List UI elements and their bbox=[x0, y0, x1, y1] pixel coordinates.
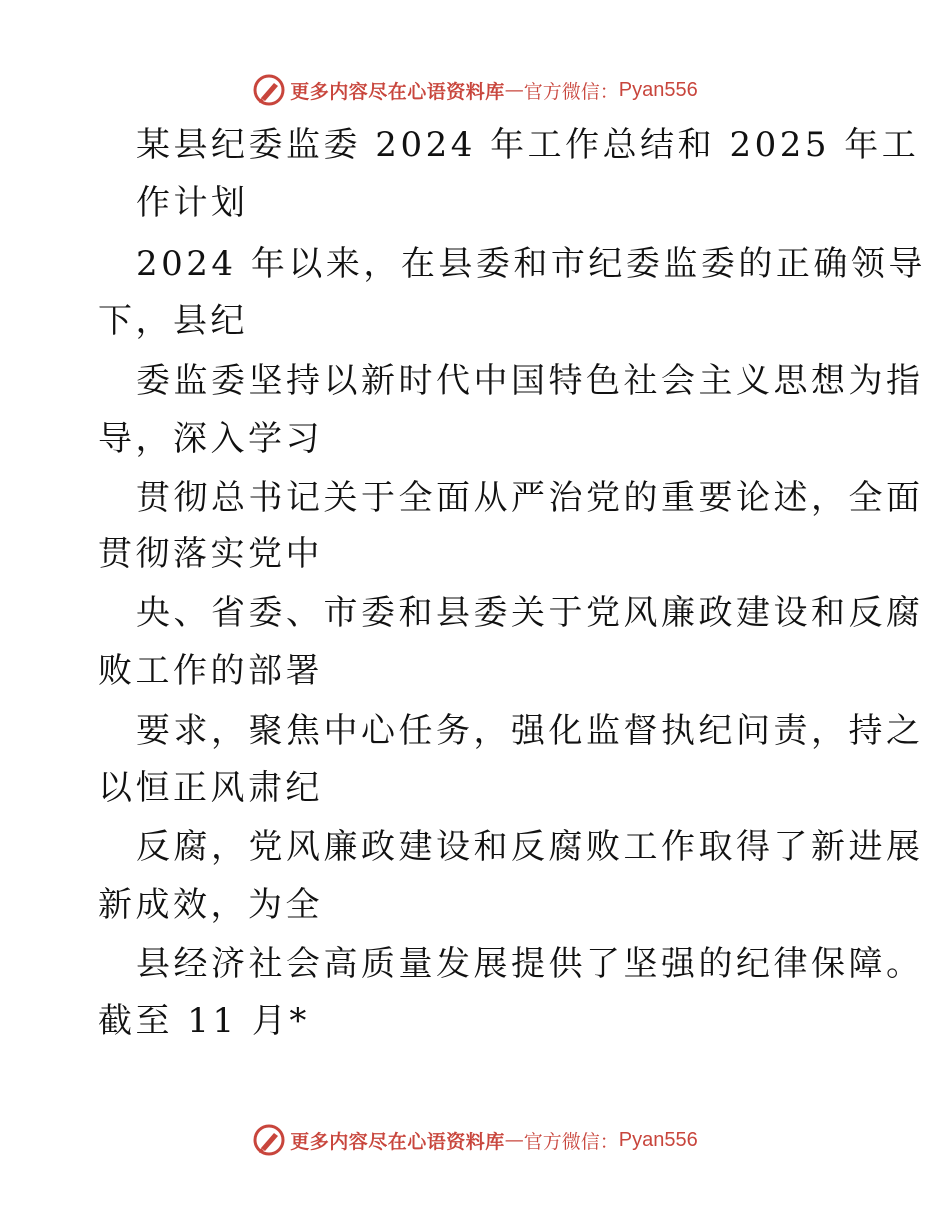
watermark-separator: — bbox=[504, 79, 524, 101]
body-line: 反腐，党风廉政建设和反腐败工作取得了新进展 bbox=[136, 827, 924, 867]
watermark-banner-bottom bbox=[0, 1120, 950, 1160]
pen-logo-icon bbox=[252, 1123, 286, 1157]
pen-logo-icon bbox=[252, 73, 286, 107]
body-line: 央、省委、市委和县委关于党风廉政建设和反腐 bbox=[136, 593, 924, 633]
watermark-wechat-label: 官方微信： bbox=[523, 1130, 619, 1153]
body-line: 贯彻总书记关于全面从严治党的重要论述，全面 bbox=[136, 478, 924, 518]
title-line-2: 作计划 bbox=[136, 183, 249, 223]
body-line: 下，县纪 bbox=[98, 301, 248, 341]
body-line: 贯彻落实党中 bbox=[98, 534, 323, 574]
watermark-promo-text: 更多内容尽在心语资料库 bbox=[290, 80, 505, 103]
body-line: 要求，聚焦中心任务，强化监督执纪问责，持之 bbox=[136, 711, 924, 751]
body-line: 县经济社会高质量发展提供了坚强的纪律保障。 bbox=[136, 944, 924, 984]
watermark-banner-top bbox=[0, 70, 950, 110]
watermark-wechat-id: Pyan556 bbox=[618, 78, 698, 101]
body-line: 以恒正风肃纪 bbox=[98, 768, 323, 808]
body-line: 委监委坚持以新时代中国特色社会主义思想为指 bbox=[136, 361, 924, 401]
title-line-1: 某县纪委监委 2024 年工作总结和 2025 年工 bbox=[136, 125, 920, 165]
body-line: 新成效，为全 bbox=[98, 885, 323, 925]
watermark-separator: — bbox=[504, 1129, 524, 1151]
body-line: 2024 年以来，在县委和市纪委监委的正确领导 bbox=[136, 244, 926, 284]
body-line: 截至 11 月* bbox=[98, 1001, 310, 1041]
body-line: 导，深入学习 bbox=[98, 419, 323, 459]
watermark-wechat-label: 官方微信： bbox=[523, 80, 619, 103]
watermark-wechat-id: Pyan556 bbox=[618, 1128, 698, 1151]
watermark-promo-text: 更多内容尽在心语资料库 bbox=[290, 1130, 505, 1153]
body-line: 败工作的部署 bbox=[98, 651, 323, 691]
